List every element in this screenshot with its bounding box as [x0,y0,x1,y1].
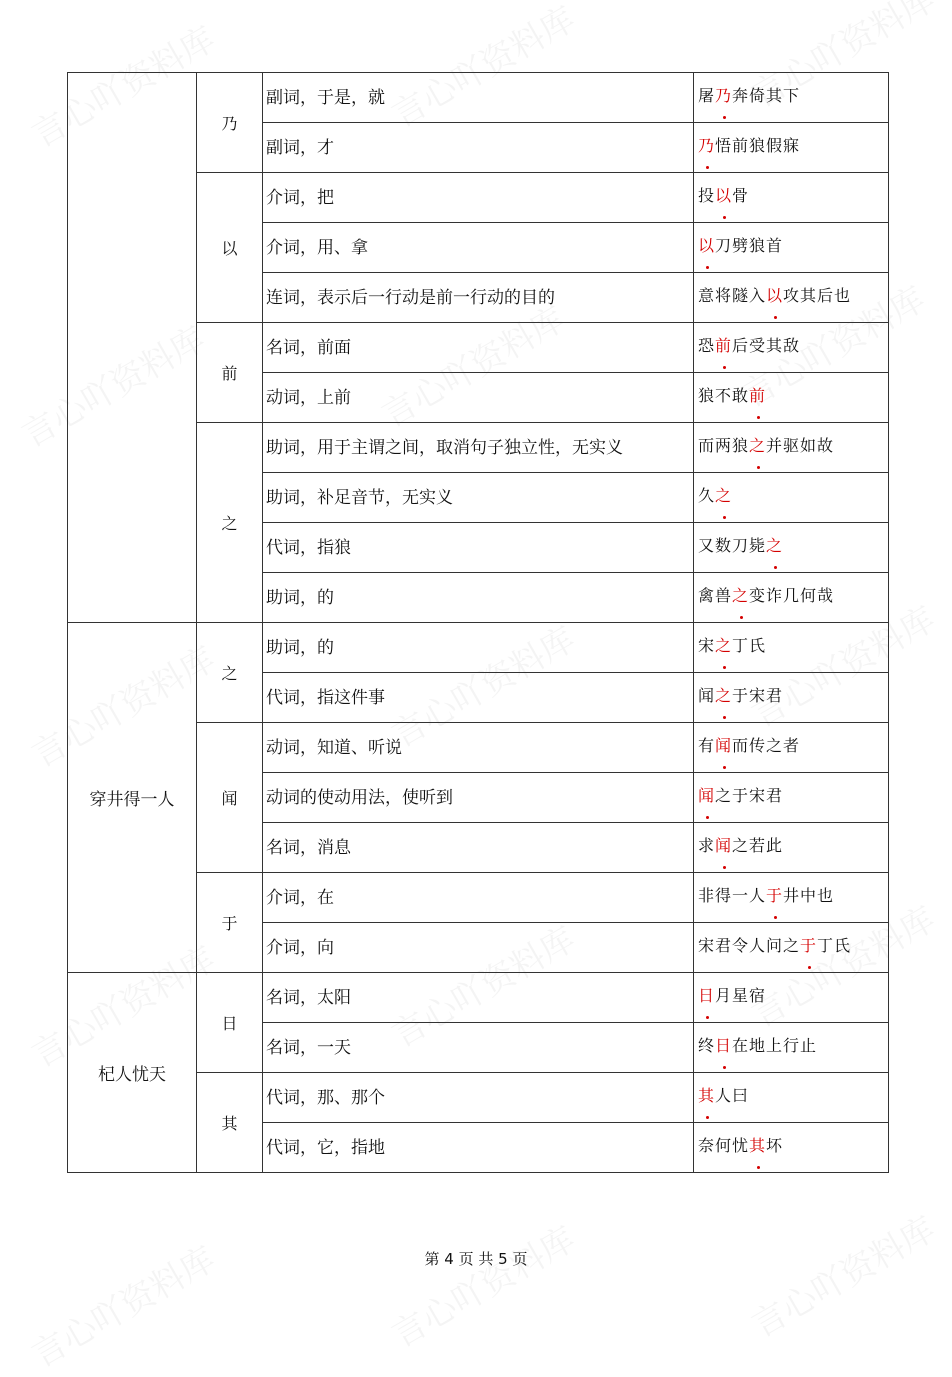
example-text-after: 奔倚其下 [732,86,801,105]
lesson-title-cell: 穿井得一人 [68,623,197,973]
meaning-cell: 介词，用、拿 [263,223,694,273]
example-sentence-cell [694,673,889,723]
example-sentence-cell [694,123,889,173]
example-text-after: 骨 [732,186,750,205]
example-sentence-cell [694,973,889,1023]
example-sentence-cell [694,423,889,473]
example-sentence-cell [694,373,889,423]
example-text-before: 屠 [698,86,716,105]
key-word-cell: 之 [197,623,263,723]
example-text-after: 之若此 [732,836,784,855]
example-text-before: 意将隧入 [698,286,767,305]
highlighted-key-word: 之 [715,636,733,655]
example-sentence-cell [694,523,889,573]
example-sentence-cell [694,623,889,673]
example-text-after: 攻其后也 [783,286,852,305]
meaning-cell: 动词，上前 [263,373,694,423]
table-row [68,623,889,673]
example-text-before: 投 [698,186,716,205]
table-row [68,973,889,1023]
meaning-cell: 连词，表示后一行动是前一行动的目的 [263,273,694,323]
meaning-cell: 介词，在 [263,873,694,923]
highlighted-key-word: 其 [749,1136,767,1155]
example-text-before: 闻 [698,686,716,705]
example-text-after: 而传之者 [732,736,801,755]
highlighted-key-word: 之 [732,586,750,605]
example-text-before: 狼不敢 [698,386,750,405]
example-text-after: 坏 [766,1136,784,1155]
meaning-cell: 介词，向 [263,923,694,973]
vocabulary-table [67,72,889,1173]
example-text-after: 丁氏 [732,636,767,655]
highlighted-key-word: 乃 [698,136,716,155]
key-word-cell: 以 [197,173,263,323]
example-text-after: 变诈几何哉 [749,586,835,605]
example-text-before: 又数刀毙 [698,536,767,555]
example-text-before: 而两狼 [698,436,750,455]
meaning-cell: 副词，于是，就 [263,73,694,123]
example-text-before: 有 [698,736,716,755]
meaning-cell: 名词，一天 [263,1023,694,1073]
example-text-after: 人曰 [715,1086,750,1105]
table-row [68,73,889,123]
example-text-after: 悟前狼假寐 [715,136,801,155]
example-text-before: 恐 [698,336,716,355]
example-text-after: 后受其敌 [732,336,801,355]
watermark-text [741,1202,942,1346]
key-word-cell: 闻 [197,723,263,873]
example-text-after: 之于宋君 [715,786,784,805]
example-text-after: 在地上行止 [732,1036,818,1055]
example-text-before: 非得一人 [698,886,767,905]
highlighted-key-word: 于 [800,936,818,955]
meaning-cell: 动词的使动用法，使听到 [263,773,694,823]
meaning-cell: 助词，的 [263,623,694,673]
meaning-cell: 助词，的 [263,573,694,623]
meaning-cell: 名词，前面 [263,323,694,373]
example-sentence-cell [694,723,889,773]
meaning-cell: 代词，那、那个 [263,1073,694,1123]
example-sentence-cell [694,873,889,923]
example-text-after: 丁氏 [817,936,852,955]
example-text-before: 求 [698,836,716,855]
lesson-title-cell: 杞人忧天 [68,973,197,1173]
highlighted-key-word: 日 [715,1036,733,1055]
highlighted-key-word: 以 [715,186,733,205]
page-footer: 第 4 页 共 5 页 [424,1250,528,1268]
highlighted-key-word: 其 [698,1086,716,1105]
example-text-after: 井中也 [783,886,835,905]
example-sentence-cell [694,1073,889,1123]
example-sentence-cell [694,923,889,973]
example-sentence-cell [694,223,889,273]
example-text-before: 宋君令人问之 [698,936,801,955]
highlighted-key-word: 于 [766,886,784,905]
example-sentence-cell [694,1023,889,1073]
example-text-after: 刀劈狼首 [715,236,784,255]
example-text-before: 久 [698,486,716,505]
example-sentence-cell [694,1123,889,1173]
highlighted-key-word: 日 [698,986,716,1005]
example-text-before: 宋 [698,636,716,655]
highlighted-key-word: 乃 [715,86,733,105]
meaning-cell: 动词，知道、听说 [263,723,694,773]
highlighted-key-word: 闻 [698,786,716,805]
lesson-title-cell [68,73,197,623]
example-sentence-cell [694,173,889,223]
meaning-cell: 代词，指这件事 [263,673,694,723]
highlighted-key-word: 之 [766,536,784,555]
example-sentence-cell [694,323,889,373]
key-word-cell: 其 [197,1073,263,1173]
highlighted-key-word: 之 [715,486,733,505]
meaning-cell: 名词，太阳 [263,973,694,1023]
example-sentence-cell [694,273,889,323]
highlighted-key-word: 闻 [715,736,733,755]
meaning-cell: 助词，补足音节，无实义 [263,473,694,523]
example-sentence-cell [694,573,889,623]
highlighted-key-word: 前 [749,386,767,405]
example-text-before: 终 [698,1036,716,1055]
highlighted-key-word: 闻 [715,836,733,855]
watermark-text [381,1212,582,1356]
key-word-cell: 乃 [197,73,263,173]
example-sentence-cell [694,823,889,873]
meaning-cell: 代词，它，指地 [263,1123,694,1173]
example-sentence-cell [694,773,889,823]
key-word-cell: 于 [197,873,263,973]
highlighted-key-word: 之 [749,436,767,455]
meaning-cell: 副词，才 [263,123,694,173]
highlighted-key-word: 之 [715,686,733,705]
key-word-cell: 之 [197,423,263,623]
highlighted-key-word: 以 [698,236,716,255]
meaning-cell: 助词，用于主谓之间，取消句子独立性，无实义 [263,423,694,473]
example-text-before: 禽兽 [698,586,733,605]
key-word-cell: 前 [197,323,263,423]
example-text-after: 于宋君 [732,686,784,705]
example-text-after: 并驱如故 [766,436,835,455]
meaning-cell: 名词，消息 [263,823,694,873]
example-text-before: 奈何忧 [698,1136,750,1155]
key-word-cell: 日 [197,973,263,1073]
highlighted-key-word: 以 [766,286,784,305]
highlighted-key-word: 前 [715,336,733,355]
example-text-after: 月星宿 [715,986,767,1005]
example-sentence-cell [694,473,889,523]
meaning-cell: 代词，指狼 [263,523,694,573]
meaning-cell: 介词，把 [263,173,694,223]
example-sentence-cell [694,73,889,123]
